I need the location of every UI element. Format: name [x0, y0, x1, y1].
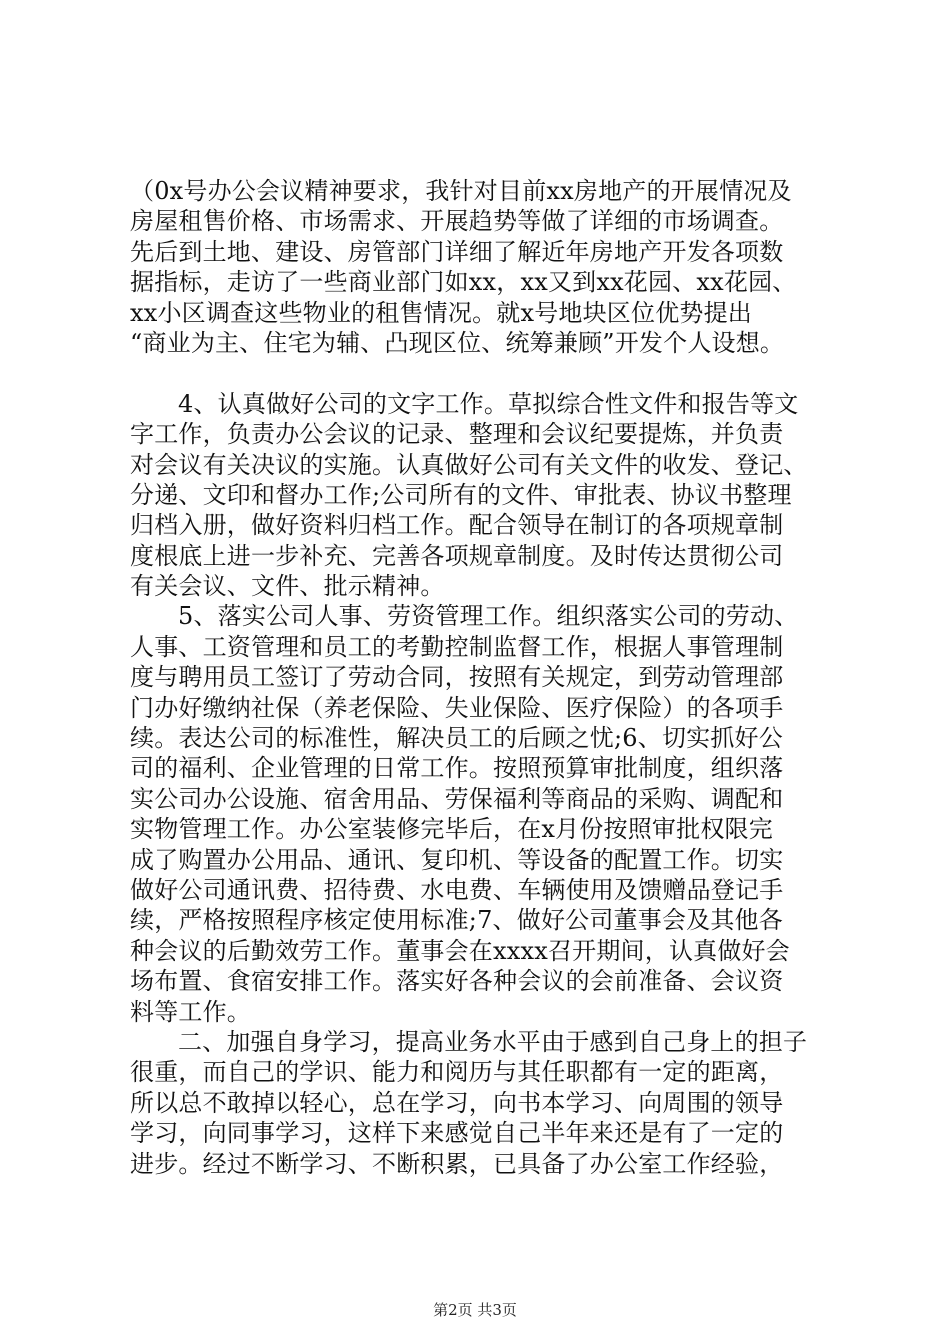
text-line: 归档入册，做好资料归档工作。配合领导在制订的各项规章制 [130, 511, 784, 540]
text-line: 度根底上进一步补充、完善各项规章制度。及时传达贯彻公司 [130, 541, 784, 570]
document-body [130, 176, 840, 1179]
text-line: 实物管理工作。办公室装修完毕后，在x月份按照审批权限完 [130, 815, 773, 844]
text-line: 先后到土地、建设、房管部门详细了解近年房地产开发各项数 [130, 237, 784, 266]
text-line: 司的福利、企业管理的日常工作。按照预算审批制度，组织落 [130, 754, 784, 783]
text-line: 种会议的后勤效劳工作。董事会在xxxx召开期间，认真做好会 [130, 936, 790, 965]
text-line: 进步。经过不断学习、不断积累，已具备了办公室工作经验， [130, 1149, 784, 1178]
text-line: 所以总不敢掉以轻心，总在学习，向书本学习、向周围的领导 [130, 1088, 784, 1117]
paragraph-gap [130, 358, 840, 388]
text-line: 门办好缴纳社保（养老保险、失业保险、医疗保险）的各项手 [130, 693, 784, 722]
text-line: 有关会议、文件、批示精神。 [130, 572, 445, 601]
text-line: xx小区调查这些物业的租售情况。就x号地块区位优势提出 [130, 298, 753, 327]
text-line: 料等工作。 [130, 997, 251, 1026]
text-line: 5、落实公司人事、劳资管理工作。组织落实公司的劳动、 [178, 602, 799, 631]
text-line: 实公司办公设施、宿舍用品、劳保福利等商品的采购、调配和 [130, 784, 784, 813]
text-line: 4、认真做好公司的文字工作。草拟综合性文件和报告等文 [178, 389, 799, 418]
text-line: 人事、工资管理和员工的考勤控制监督工作，根据人事管理制 [130, 632, 784, 661]
text-line: 学习，向同事学习，这样下来感觉自己半年来还是有了一定的 [130, 1119, 784, 1148]
text-line: 字工作，负责办公会议的记录、整理和会议纪要提炼，并负责 [130, 420, 784, 449]
text-line: 很重，而自己的学识、能力和阅历与其任职都有一定的距离， [130, 1058, 784, 1087]
text-line: “商业为主、住宅为辅、凸现区位、统筹兼顾”开发个人设想。 [130, 328, 785, 357]
text-line: 成了购置办公用品、通讯、复印机、等设备的配置工作。切实 [130, 845, 784, 874]
text-line: 续，严格按照程序核定使用标准;7、做好公司董事会及其他各 [130, 906, 783, 935]
text-line: 据指标，走访了一些商业部门如xx，xx又到xx花园、xx花园、 [130, 268, 797, 297]
text-line: 分递、文印和督办工作;公司所有的文件、审批表、协议书整理 [130, 480, 792, 509]
text-line: 续。表达公司的标准性，解决员工的后顾之忧;6、切实抓好公 [130, 724, 783, 753]
page-number-footer: 第2页 共3页 [433, 1301, 517, 1319]
text-line: 房屋租售价格、市场需求、开展趋势等做了详细的市场调查。 [130, 207, 784, 236]
text-line: 二、加强自身学习，提高业务水平由于感到自己身上的担子 [178, 1027, 808, 1056]
text-line: 做好公司通讯费、招待费、水电费、车辆使用及馈赠品登记手 [130, 875, 784, 904]
text-line: 对会议有关决议的实施。认真做好公司有关文件的收发、登记、 [130, 450, 808, 479]
text-line: 场布置、食宿安排工作。落实好各种会议的会前准备、会议资 [130, 967, 784, 996]
text-line: （0x号办公会议精神要求，我针对目前xx房地产的开展情况及 [130, 177, 792, 205]
text-line: 度与聘用员工签订了劳动合同，按照有关规定，到劳动管理部 [130, 663, 784, 692]
